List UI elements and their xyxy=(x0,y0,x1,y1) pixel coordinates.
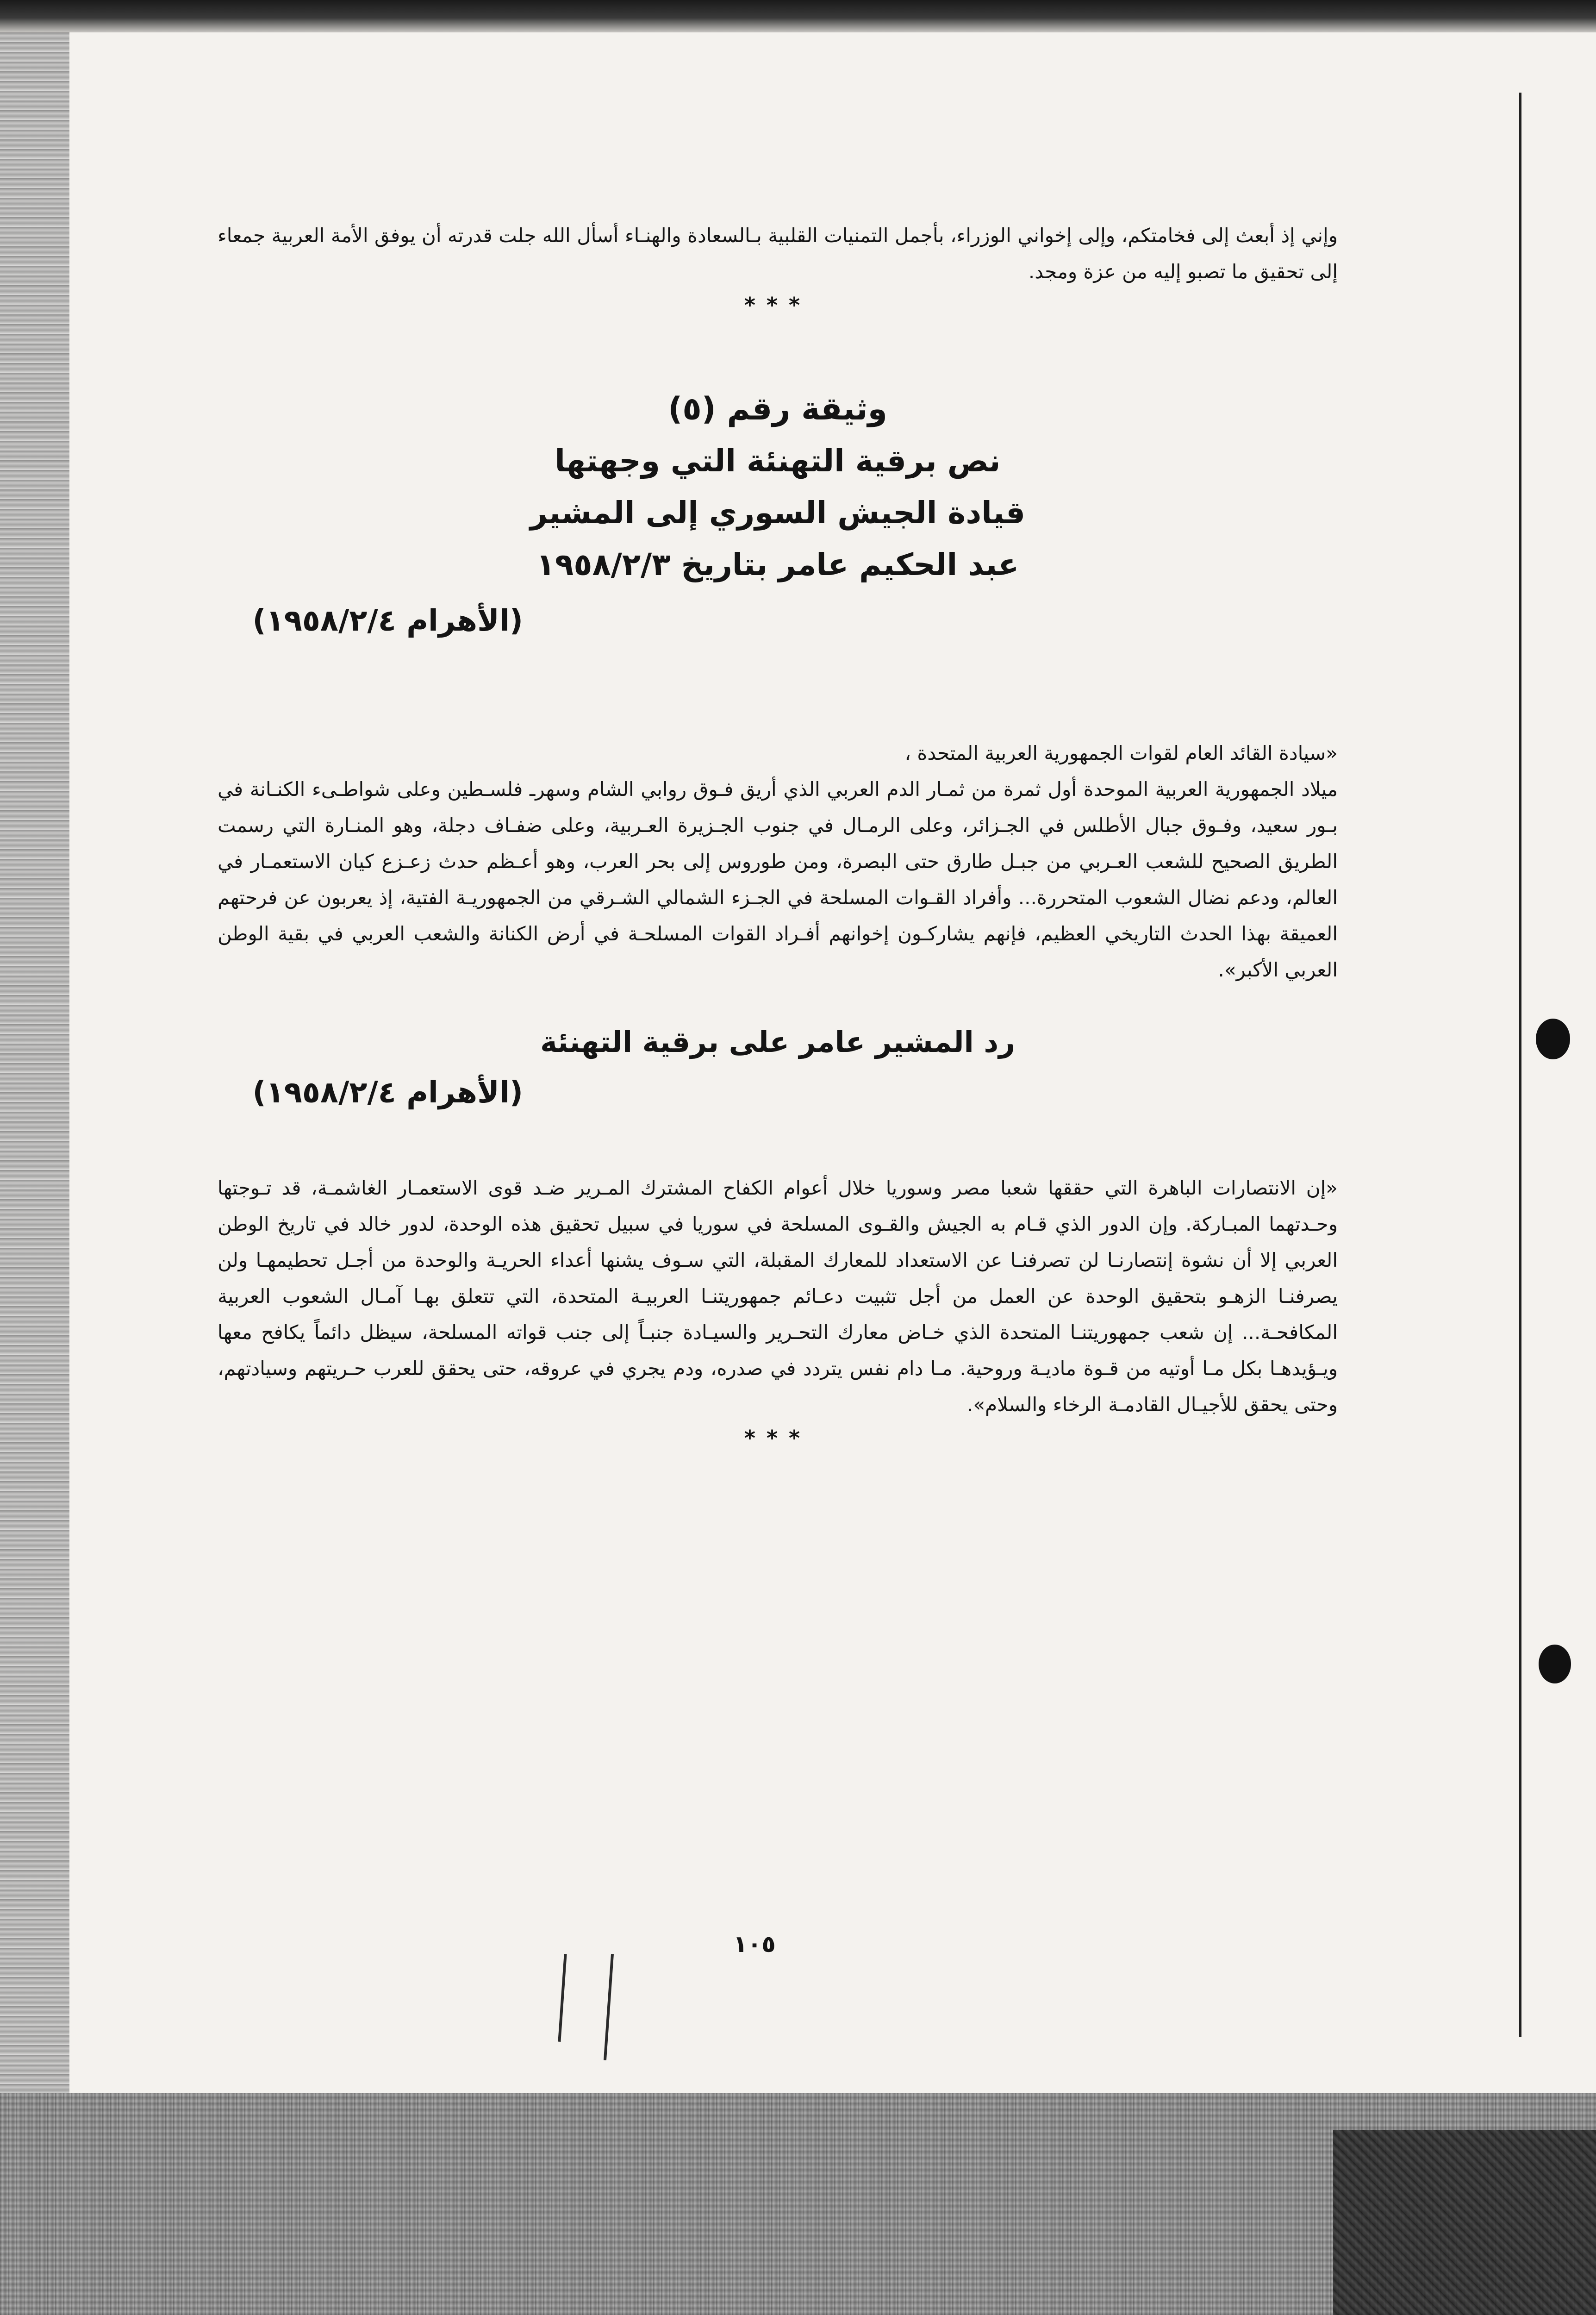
scan-top-edge xyxy=(0,0,1596,32)
document-page xyxy=(218,218,1338,1451)
document-heading-line-2: قيادة الجيش السوري إلى المشير xyxy=(530,495,1026,531)
binding-line xyxy=(1519,93,1521,2037)
pen-mark xyxy=(558,1954,567,2042)
reply-paragraph: «إن الانتصارات الباهرة التي حققها شعبا مصر وسوريا خلال أعوام الكفاح المشترك المـرير ضـد قوى الاستعمـار الغاشمـة، قد تـوجتها وحـدتهما المبـاركة. وإن الدور الذي قـام به الجيش والقـوى المسلحة في سوريا في سبيل تحقيق هذه الوحدة، لدور خالد في تاريخ الوطن العربي إلا أن نشوة إنتصارنـا لن تصرفنـا عن الاستعداد للمعارك المقبلة، التي سـوف يشنها أعداء الحريـة والوحدة من أجـل تحطيمهـا ولن يصرفنـا الزهـو بتحقيق الوحدة عن العمل من أجل تثبيت دعـائم جمهوريتنـا العربيـة المتحدة، التي تتعلق بهـا آمـال الشعوب العربية المكافحـة... إن شعب جمهوريتنـا المتحدة الذي خـاض معارك التحـرير والسيـادة جنبـاً إلى جنب قواته المسلحة، سيظل دائماً يكافح معها ويـؤيدهـا بكل مـا أوتيه من قـوة ماديـة وروحية. مـا دام نفس يتردد في صدره، ودم يجري في عروقه، حتى يحقق للعرب حـريتهم وسيادتهم، وحتى يحقق للأجيـال القادمـة الرخاء والسلام». xyxy=(218,1176,1338,1416)
reply-source: (الأهرام ١٩٥٨/٢/٤) xyxy=(252,1076,523,1110)
document-heading-line-3: عبد الحكيم عامر بتاريخ ١٩٥٨/٢/٣ xyxy=(536,547,1019,582)
page-number: ١٠٥ xyxy=(733,1931,776,1958)
intro-paragraph: وإني إذ أبعث إلى فخامتكم، وإلى إخواني الوزراء، بأجمل التمنيات القلبية بـالسعادة والهنـاء أسأل الله جلت قدرته أن يوفق الأمة العربية جمعاء إلى تحقيق ما تصبو إليه من عزة ومجد. xyxy=(218,224,1338,283)
section-separator-end: *** xyxy=(744,1426,811,1451)
section-separator: *** xyxy=(744,293,811,318)
ink-blot xyxy=(1539,1645,1571,1683)
telegram-salutation: «سيادة القائد العام لقوات الجمهورية العربية المتحدة ، xyxy=(904,742,1338,764)
reply-heading: رد المشير عامر على برقية التهنئة xyxy=(540,1025,1015,1059)
scan-left-edge xyxy=(0,32,69,2093)
telegram-paragraph: ميلاد الجمهورية العربية الموحدة أول ثمرة من ثمـار الدم العربي الذي أريق فـوق روابي الشام وسهرـ فلسـطين وعلى شواطـىء الكنـانة في بـور سعيد، وفـوق جبال الأطلس في الجـزائر، وعلى الرمـال في جنوب الجـزيرة العـربية، وعلى ضفـاف دجلة، وهو المنـارة التي رسمت الطريق الصحيح للشعب العـربي من جبـل طارق حتى البصرة، ومن طوروس إلى بحر العرب، وهو أعـظم حدث زعـزع كيان الاستعمـار في العالم، ودعم نضال الشعوب المتحررة... وأفراد القـوات المسلحة في الجـزء الشمالي الشـرقي من الجمهوريـة الفتية، إذ يعربون عن فرحتهم العميقة بهذا الحدث التاريخي العظيم، فإنهم يشاركـون إخوانهم أفـراد القوات المسلحـة في أرض الكنانة والشعب العربي في بقية الوطن العربي الأكبر». xyxy=(218,778,1338,981)
document-title: وثيقة رقم (٥) xyxy=(668,391,887,427)
document-source: (الأهرام ١٩٥٨/٢/٤) xyxy=(252,604,523,638)
scan-dark-corner xyxy=(1333,2130,1596,2315)
ink-blot xyxy=(1536,1019,1570,1059)
document-heading-line-1: نص برقية التهنئة التي وجهتها xyxy=(555,443,1001,479)
pen-mark xyxy=(604,1954,614,2060)
